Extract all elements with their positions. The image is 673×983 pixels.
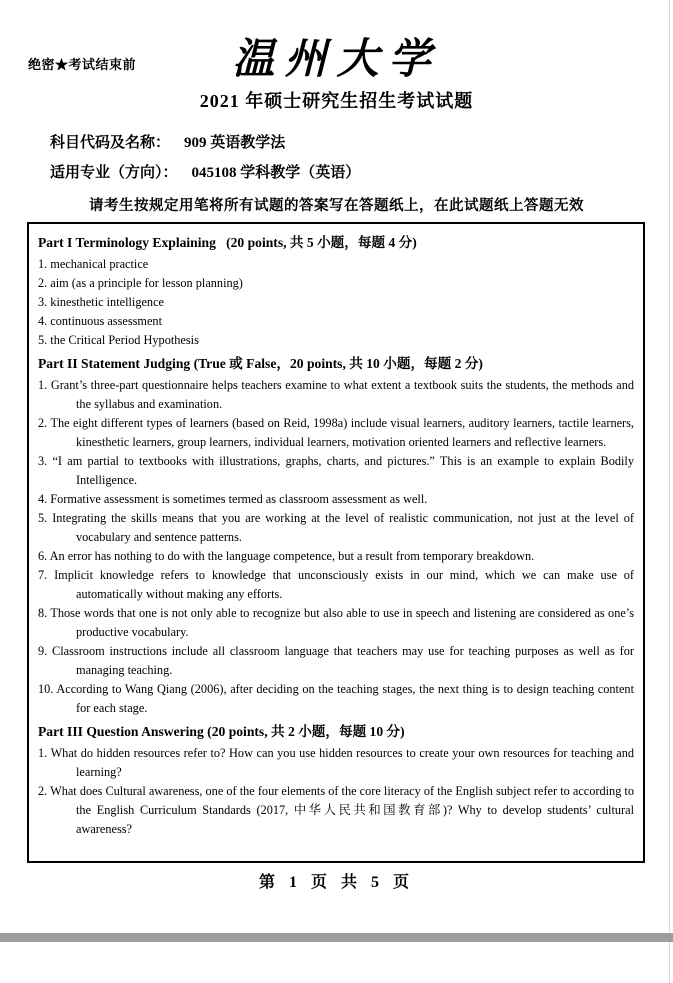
exam-title: 2021 年硕士研究生招生考试试题 (199, 91, 474, 111)
page-edge-line (669, 0, 670, 933)
question-item: 1. mechanical practice (38, 257, 149, 271)
page-edge-line (669, 942, 670, 983)
applicable-major-line (50, 158, 673, 188)
section-items-part-3 (38, 744, 634, 839)
question-item: 2. What does Cultural awareness, one of the four elements of the core literacy of the English subject refer to according to the English Curriculum Standards (2017, 中华人民共和国教育部)? Why to develop students’ cultural awareness? (38, 784, 634, 836)
section-heading-part-1: Part I Terminology Explaining (20 points, 共 5 小题，每题 4 分) (38, 235, 417, 250)
question-item: 5. the Critical Period Hypothesis (38, 333, 199, 347)
question-item: 10. According to Wang Qiang (2006), after deciding on the teaching stages, the next thing is to design teaching content for each stage. (38, 682, 634, 715)
section-part-2 (38, 354, 634, 718)
applicable-major-value: 045108 学科教学（英语） (191, 165, 361, 181)
section-items-part-2 (38, 376, 634, 718)
exam-meta (50, 128, 673, 188)
university-title: 温州大学 (232, 34, 441, 83)
question-item: 1. What do hidden resources refer to? How can you use hidden resources to create your own resources for teaching and learning? (38, 746, 634, 779)
section-items-part-1 (38, 255, 634, 350)
question-item: 8. Those words that one is not only able to recognize but also able to use in speech and listening are considered as one’s productive vocabulary. (38, 606, 634, 639)
page-separator-bar (0, 933, 673, 942)
subject-code-line (50, 128, 673, 158)
section-part-3 (38, 722, 634, 839)
question-box (27, 222, 645, 863)
applicable-major-label: 适用专业（方向）： (50, 165, 178, 181)
question-item: 4. Formative assessment is sometimes termed as classroom assessment as well. (38, 492, 428, 506)
question-item: 2. aim (as a principle for lesson planning) (38, 276, 243, 290)
question-item: 5. Integrating the skills means that you are working at the level of realistic communication, not just at the level of vocabulary and sentence patterns. (38, 511, 634, 544)
exam-page-2-top (0, 942, 673, 983)
section-part-1 (38, 233, 634, 350)
question-item: 6. An error has nothing to do with the language competence, but a result from temporary breakdown. (38, 549, 535, 563)
subject-code-label: 科目代码及名称： (50, 135, 171, 151)
question-item: 7. Implicit knowledge refers to knowledge that unconsciously exists in our mind, which we can make use of automatically without making any efforts. (38, 568, 634, 601)
question-item: 2. The eight different types of learners (based on Reid, 1998a) include visual learners, auditory learners, tactile learners, kinesthetic learners, group learners, individual learners, motivation oriented learners and reflective learners. (38, 416, 634, 449)
section-heading-part-3: Part III Question Answering (20 points, 共 2 小题，每题 10 分) (38, 724, 405, 739)
section-heading-part-2: Part II Statement Judging (True 或 False，20 points, 共 10 小题，每题 2 分) (38, 356, 483, 371)
question-item: 1. Grant’s three-part questionnaire helps teachers examine to what extent a textbook suits the students, the methods and the syllabus and examination. (38, 378, 634, 411)
answer-sheet-instruction: 请考生按规定用笔将所有试题的答案写在答题纸上，在此试题纸上答题无效 (89, 198, 584, 214)
subject-code-value: 909 英语教学法 (184, 135, 286, 151)
classification-label: 绝密★考试结束前 (28, 57, 137, 72)
question-item: 9. Classroom instructions include all classroom language that teachers may use for teaching purposes as well as for managing teaching. (38, 644, 634, 677)
question-item: 3. “I am partial to textbooks with illustrations, graphs, charts, and pictures.” This is an example to explain Bodily Intelligence. (38, 454, 634, 487)
question-item: 3. kinesthetic intelligence (38, 295, 165, 309)
page-number-footer: 第 1 页 共 5 页 (258, 874, 414, 891)
question-item: 4. continuous assessment (38, 314, 162, 328)
